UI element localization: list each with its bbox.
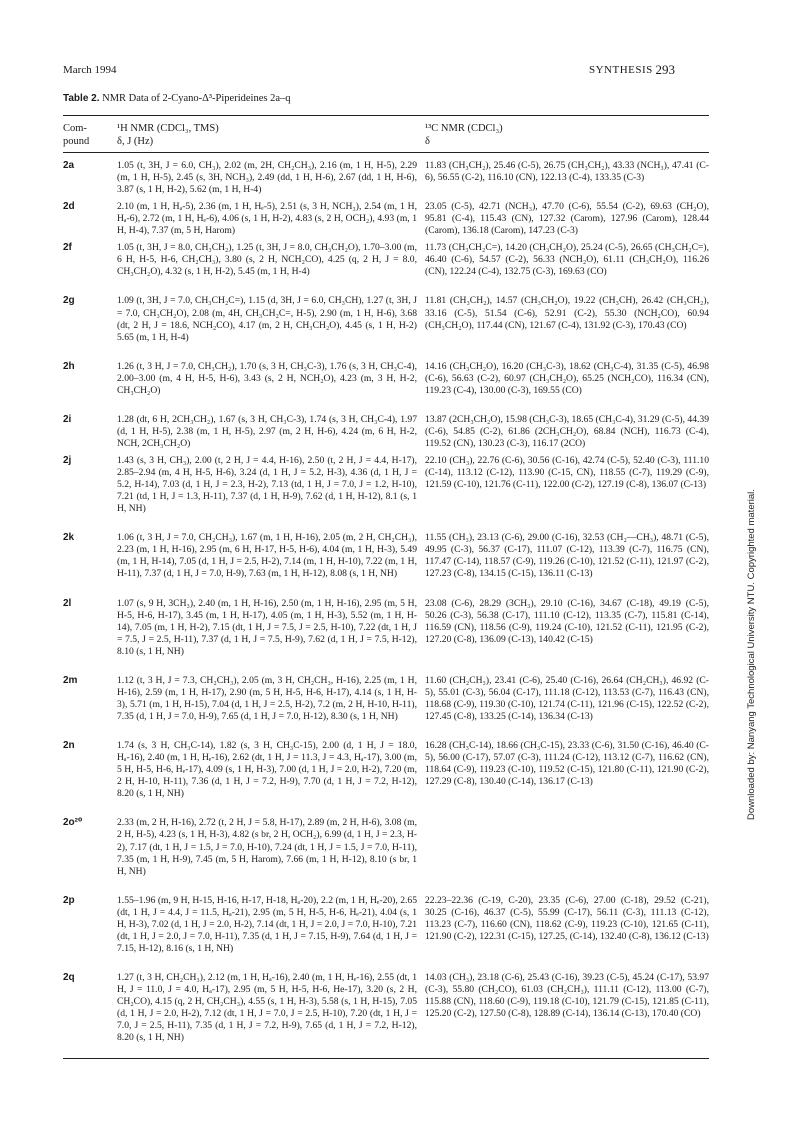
table-row — [63, 414, 709, 455]
cnmr-data: 11.60 (CH₂CH₃), 23.41 (C-6), 25.40 (C-16), 26.64 (CH₂CH₃), 46.92 (C-5), 55.01 (C-3), 56.04 (C-17), 111.18 (C-12), 113.53 (C-7), 116.43 (CN), 118.68 (C-9), 119.30 (C-10), 121.74 (C-11), 121.96 (C-15), 122.52 (C-2), 127.45 (C-8), 133.25 (C-14), 136.34 (C-13) — [425, 674, 709, 723]
hnmr-data: 1.55–1.96 (m, 9 H, H-15, H-16, H-17, H-18, Hₐ-20), 2.2 (m, 1 H, Hₑ-20), 2.65 (dt, 1 H, J = 4.4, J = 11.5, Hₐ-21), 2.95 (m, 5 H, H-5, H-6, Hₑ-21), 4.04 (s, 1 H, H-3), 7.02 (d, 1 H, J = 2.0, H-2), 7.14 (dt, 1 H, J = 2.0, J = 7.0, H-10), 7.21 (dt, 1 H, J = 2.0, J = 7.0, H-11), 7.35 (d, 1 H, J = 7.15, H-9), 7.64 (d, 1 H, J = 7.15, H-12), 8.16 (s, 1 H, NH) — [117, 894, 417, 954]
bottom-rule — [63, 1058, 709, 1059]
hnmr-data: 1.28 (dt, 6 H, 2CH₃CH₂), 1.67 (s, 3 H, CH₃C-3), 1.74 (s, 3 H, CH₃C-4), 1.97 (d, 1 H, H-5), 2.38 (m, 1 H, H-5), 2.97 (m, 2 H, H-6), 4.24 (m, 6 H, H-2, NCH, 2CH₃CH₂O) — [117, 413, 417, 449]
column-header-compound-line1: Com- — [63, 123, 87, 134]
compound-id: 2k — [63, 532, 75, 544]
hnmr-data: 1.06 (t, 3 H, J = 7.0, CH₂CH₃), 1.67 (m, 1 H, H-16), 2.05 (m, 2 H, CH₂CH₃), 2.23 (m, 1 H, H-16), 2.95 (m, 6 H, H-17, H-5, H-6), 4.04 (m, 1 H, H-3), 5.49 (m, 1 H, H-14), 7.05 (d, 1 H, J = 2.5, H-2), 7.14 (m, 1 H, H-10), 7.22 (m, 1 H, H-11), 7.37 (d, 1 H, J = 7.0, H-9), 7.63 (m, 1 H, H-12), 8.08 (s, 1 H, NH) — [117, 532, 417, 580]
column-header-hnmr-line1: ¹H NMR (CDCl₃, TMS) — [117, 123, 219, 134]
header-rule — [63, 152, 709, 153]
table-title: NMR Data of 2-Cyano-Δ³-Piperideines 2a–q — [102, 93, 291, 104]
cnmr-data: 16.28 (CH₃C-14), 18.66 (CH₃C-15), 23.33 (C-6), 31.50 (C-16), 46.40 (C-5), 56.00 (C-17), 57.07 (C-3), 111.24 (C-12), 113.12 (C-7), 116.62 (CN), 118.64 (C-9), 119.23 (C-10), 119.52 (C-15), 121.80 (C-11), 121.90 (C-2), 127.29 (C-8), 130.40 (C-14), 136.17 (C-13) — [425, 740, 709, 788]
table-label: Table 2. — [63, 93, 100, 104]
column-header-cnmr-line2: δ — [425, 136, 430, 147]
hnmr-data: 1.05 (t, 3H, J = 8.0, CH₃CH₂), 1.25 (t, 3H, J = 8.0, CH₃CH₂O), 1.70–3.00 (m, 6 H, H-5, H-6, CH₂CH₃), 3.80 (s, 2 H, NCH₂CO), 4.25 (q, 2 H, J = 8.0, CH₃CH₂O), 4.32 (s, 1 H, H-2), 5.45 (m, 1 H, H-4) — [117, 242, 417, 278]
table-row — [63, 675, 709, 740]
column-header-cnmr — [425, 122, 715, 148]
compound-id: 2o²⁰ — [63, 817, 83, 829]
hnmr-data: 1.09 (t, 3H, J = 7.0, CH₃CH₂C=), 1.15 (d, 3H, J = 6.0, CH₃CH), 1.27 (t, 3H, J = 7.0, CH₃CH₂O), 2.08 (m, 4H, CH₃CH₂C=, H-5), 2.90 (m, 1 H, H-6), 3.68 (dt, 2 H, J = 18.6, NCH₂CO), 4.17 (m, 2 H, CH₃CH₂O), 4.45 (s, 1 H, H-2) 5.65 (m, 1 H, H-4) — [117, 295, 417, 343]
table-row — [63, 972, 709, 1049]
hnmr-data: 1.05 (t, 3H, J = 6.0, CH₃), 2.02 (m, 2H, CH₂CH₃), 2.16 (m, 1 H, H-5), 2.29 (m, 1 H, H-5), 2.45 (s, 3H, NCH₃), 2.49 (dd, 1 H, H-6), 2.67 (dd, 1 H, H-6), 3.87 (s, 1 H, H-2), 5.62 (m, 1 H, H-4) — [117, 160, 417, 196]
cnmr-data: 14.03 (CH₃), 23.18 (C-6), 25.43 (C-16), 39.23 (C-5), 45.24 (C-17), 53.97 (C-3), 55.80 (CH₂CO), 61.03 (CH₂CH₃), 111.11 (C-12), 113.00 (C-7), 115.88 (CN), 118.60 (C-9), 119.18 (C-10), 121.79 (C-15), 121.85 (C-11), 125.20 (C-2), 127.50 (C-8), 128.89 (C-14), 136.14 (C-13), 170.40 (CO) — [425, 972, 709, 1020]
compound-id: 2p — [63, 894, 75, 906]
cnmr-data: 11.81 (CH₃CH₂), 14.57 (CH₃CH₂O), 19.22 (CH₃CH), 26.42 (CH₃CH₂), 33.16 (C-5), 51.54 (C-6), 52.91 (C-2), 55.30 (NCH₂CO), 60.94 (CH₃CH₂O), 117.44 (CN), 121.67 (C-4), 131.92 (C-3), 170.43 (CO) — [425, 295, 709, 331]
compound-id: 2a — [63, 160, 75, 171]
compound-id: 2n — [63, 740, 75, 752]
compound-id: 2f — [63, 242, 72, 254]
cnmr-data: 22.10 (CH₃), 22.76 (C-6), 30.56 (C-16), 42.74 (C-5), 52.40 (C-3), 111.10 (C-14), 113.12 (C-12), 113.90 (C-15, CN), 118.55 (C-7), 119.29 (C-9), 121.59 (C-10), 121.76 (C-11), 122.00 (C-2), 127.19 (C-8), 136.07 (C-13) — [425, 455, 709, 491]
cnmr-data: 11.73 (CH₃CH₂C=), 14.20 (CH₃CH₂O), 25.24 (C-5), 26.65 (CH₃CH₂C=), 46.40 (C-6), 54.57 (C-2), 56.33 (NCH₂O), 61.11 (CH₃CH₂O), 116.26 (CN), 122.24 (C-4), 132.75 (C-3), 169.63 (CO) — [425, 242, 709, 278]
compound-id: 2l — [63, 597, 72, 609]
cnmr-data: 13.87 (2CH₃CH₂O), 15.98 (CH₃C-3), 18.65 (CH₃C-4), 31.29 (C-5), 44.39 (C-6), 54.85 (C-2), 61.86 (2CH₃CH₂O), 68.84 (NCH), 116.73 (C-4), 119.52 (CN), 130.23 (C-3), 116.17 (2CO) — [425, 413, 709, 449]
page-number: 293 — [655, 62, 675, 77]
compound-id: 2h — [63, 360, 75, 372]
hnmr-data: 1.27 (t, 3 H, CH₂CH₃), 2.12 (m, 1 H, Hₐ-16), 2.40 (m, 1 H, Hₑ-16), 2.55 (dt, 1 H, J = 11.0, J = 4.0, Hₐ-17), 2.95 (m, 5 H, H-5, H-6, He-17), 3.20 (s, 2 H, CH₂CO), 4.15 (q, 2 H, CH₂CH₃), 4.55 (s, 1 H, H-3), 5.58 (s, 1 H, H-15), 7.05 (d, 1 H, J = 2.0, H-2), 7.12 (dt, 1 H, J = 7.0, J = 2.5, H-10), 7.20 (dt, 1 H, J = 7.0, J = 2.5, H-11), 7.35 (d, 1 H, J = 7.2, H-9), 7.65 (d, 1 H, J = 7.2, H-12), 8.20 (s, 1 H, NH) — [117, 972, 417, 1044]
journal-name: SYNTHESIS — [589, 64, 653, 76]
nmr-table-body — [63, 160, 709, 1049]
compound-id: 2d — [63, 201, 75, 213]
hnmr-data: 1.26 (t, 3 H, J = 7.0, CH₃CH₂), 1.70 (s, 3 H, CH₃C-3), 1.76 (s, 3 H, CH₃C-4), 2.00–3.00 (m, 4 H, H-5, H-6), 3.43 (s, 2 H, NCH₂O), 4.23 (m, 3 H, H-2, CH₃CH₂O) — [117, 360, 417, 396]
compound-id: 2q — [63, 972, 75, 984]
compound-id: 2i — [63, 413, 72, 425]
table-row — [63, 201, 709, 242]
table-row — [63, 817, 709, 894]
hnmr-data: 1.12 (t, 3 H, J = 7.3, CH₂CH₃), 2.05 (m, 3 H, CH₂CH₃, H-16), 2.25 (m, 1 H, H-16), 2.59 (m, 1 H, H-17), 2.90 (m, 5 H, H-5, H-6, H-17), 4.14 (s, 1 H, H-3), 5.71 (m, 1 H, H-15), 7.04 (d, 1 H, J = 2.5, H-2), 7.2 (m, 2 H, H-10, H-11), 7.35 (d, 1 H, J = 7.0, H-9), 7.65 (d, 1 H, J = 7.0, H-12), 8.30 (s, 1 H, NH) — [117, 674, 417, 723]
column-header-cnmr-line1: ¹³C NMR (CDCl₃) — [425, 123, 503, 134]
cnmr-data: 23.05 (C-5), 42.71 (NCH₃), 47.70 (C-6), 55.54 (C-2), 69.63 (CH₂O), 95.81 (C-4), 115.43 (CN), 127.32 (Carom), 127.96 (Carom), 128.44 (Carom), 136.18 (Carom), 147.23 (C-3) — [425, 201, 709, 237]
table-row — [63, 740, 709, 817]
table-row — [63, 295, 709, 360]
cnmr-data: 22.23–22.36 (C-19, C-20), 23.35 (C-6), 27.00 (C-18), 29.52 (C-21), 30.25 (C-16), 46.37 (C-5), 55.99 (C-17), 56.11 (C-3), 111.13 (C-12), 113.23 (C-7), 116.60 (CN), 118.62 (C-9), 119.23 (C-10), 121.65 (C-11), 121.90 (C-2), 122.31 (C-15), 127.25, (C-14), 132.40 (C-8), 136.12 (C-13) — [425, 894, 709, 942]
cnmr-data: 11.55 (CH₃), 23.13 (C-6), 29.00 (C-16), 32.53 (CH₂—CH₃), 48.71 (C-5), 49.95 (C-3), 56.37 (C-17), 111.07 (C-12), 113.39 (C-7), 116.75 (CN), 117.47 (C-14), 118.57 (C-9), 119.26 (C-10), 121.52 (C-11), 121.97 (C-2), 127.23 (C-8), 134.15 (C-15), 136.11 (C-13) — [425, 532, 709, 580]
hnmr-data: 2.10 (m, 1 H, Hₐ-5), 2.36 (m, 1 H, Hₑ-5), 2.51 (s, 3 H, NCH₃), 2.54 (m, 1 H, Hₐ-6), 2.72 (m, 1 H, Hₑ-6), 4.06 (s, 1 H, H-2), 4.83 (s, 2 H, OCH₂), 4.93 (m, 1 H, H-4), 7.37 (m, 5 H, Harom) — [117, 201, 417, 237]
cnmr-data: 23.08 (C-6), 28.29 (3CH₃), 29.10 (C-16), 34.67 (C-18), 49.19 (C-5), 50.26 (C-3), 56.38 (C-17), 111.10 (C-12), 113.35 (C-7), 115.81 (C-14), 116.59 (CN), 118.56 (C-9), 119.24 (C-10), 121.52 (C-11), 121.95 (C-2), 127.20 (C-8), 136.09 (C-13), 140.42 (C-15) — [425, 597, 709, 645]
compound-id: 2m — [63, 674, 78, 686]
hnmr-data: 1.43 (s, 3 H, CH₃), 2.00 (t, 2 H, J = 4.4, H-16), 2.50 (t, 2 H, J = 4.4, H-17), 2.85–2.94 (m, 4 H, H-5, H-6), 3.24 (d, 1 H, J = 5.2, H-3), 4.36 (d, 1 H, J = 5.2, H-14), 7.03 (d, 1 H, J = 2.3, H-2), 7.13 (td, 1 H, J = 7.0, J = 1.2, H-10), 7.21 (td, 1 H, J = 1.3, H-11), 7.37 (d, 1 H, H-9), 7.62 (d, 1 H, H-12), 8.1 (s, 1 H, NH) — [117, 455, 417, 515]
column-header-hnmr — [117, 122, 417, 148]
issue-date: March 1994 — [63, 64, 117, 76]
table-row — [63, 160, 709, 201]
page-header — [63, 64, 675, 80]
table-caption — [63, 93, 290, 104]
column-header-compound — [63, 122, 113, 148]
table-row — [63, 455, 709, 532]
column-header-compound-line2: pound — [63, 136, 90, 147]
cnmr-data: 14.16 (CH₃CH₂O), 16.20 (CH₃C-3), 18.62 (CH₃C-4), 31.35 (C-5), 46.98 (C-6), 56.63 (C-2), 60.97 (CH₃CH₂O), 65.25 (NCH₂CO), 116.34 (CN), 119.23 (C-4), 130.00 (C-3), 169.55 (CO) — [425, 360, 709, 396]
table-row — [63, 598, 709, 675]
column-header-hnmr-line2: δ, J (Hz) — [117, 136, 154, 147]
table-row — [63, 361, 709, 414]
compound-id: 2j — [63, 455, 72, 467]
download-notice: Downloaded by: Nanyang Technological University NTU. Copyrighted material. — [746, 489, 757, 820]
cnmr-data: 11.83 (CH₃CH₂), 25.46 (C-5), 26.75 (CH₃CH₂), 43.33 (NCH₃), 47.41 (C-6), 56.55 (C-2), 116.10 (CN), 122.13 (C-4), 133.35 (C-3) — [425, 160, 709, 184]
table-row — [63, 242, 709, 295]
top-rule — [63, 115, 709, 116]
table-row — [63, 532, 709, 597]
hnmr-data: 2.33 (m, 2 H, H-16), 2.72 (t, 2 H, J = 5.8, H-17), 2.89 (m, 2 H, H-6), 3.08 (m, 2 H, H-5), 4.23 (s, 1 H, H-3), 4.82 (s br, 2 H, OCH₂), 6.99 (d, 1 H, J = 2.3, H-2), 7.17 (dt, 1 H, J = 1.5, J = 7.0, H-10), 7.24 (dt, 1 H, J = 1.5, J = 7.0, H-11), 7.35 (m, 1 H, H-9), 7.45 (m, 5 H, Harom), 7.66 (m, 1 H, H-12), 8.10 (s br, 1 H, NH) — [117, 817, 417, 877]
compound-id: 2g — [63, 295, 75, 307]
hnmr-data: 1.74 (s, 3 H, CH₃C-14), 1.82 (s, 3 H, CH₃C-15), 2.00 (d, 1 H, J = 18.0, Hₐ-16), 2.40 (m, 1 H, Hₑ-16), 2.62 (dt, 1 H, J = 11.3, J = 4.3, Hₐ-17), 3.00 (m, 5 H, H-5, H-6, Hₑ-17), 4.09 (s, 1 H, H-3), 7.00 (d, 1 H, J = 2.0, H-2), 7.20 (m, 2 H, H-10, H-11), 7.36 (d, 1 H, J = 7.2, H-9), 7.70 (d, 1 H, J = 7.2, H-12), 8.20 (s, 1 H, NH) — [117, 740, 417, 800]
table-row — [63, 895, 709, 972]
hnmr-data: 1.07 (s, 9 H, 3CH₃), 2.40 (m, 1 H, H-16), 2.50 (m, 1 H, H-16), 2.95 (m, 5 H, H-5, H-6, H-17), 3.45 (m, 1 H, H-17), 4.05 (m, 1 H, H-3), 5.52 (m, 1 H, H-14), 7.05 (m, 1 H, H-2), 7.15 (dt, 1 H, J = 7.5, J = 2.5, H-10), 7.22 (dt, 1 H, J = 7.5, J = 2.5, H-11), 7.37 (d, 1 H, J = 7.5, H-9), 7.62 (d, 1 H, J = 7.5, H-12), 8.10 (s, 1 H, NH) — [117, 597, 417, 657]
